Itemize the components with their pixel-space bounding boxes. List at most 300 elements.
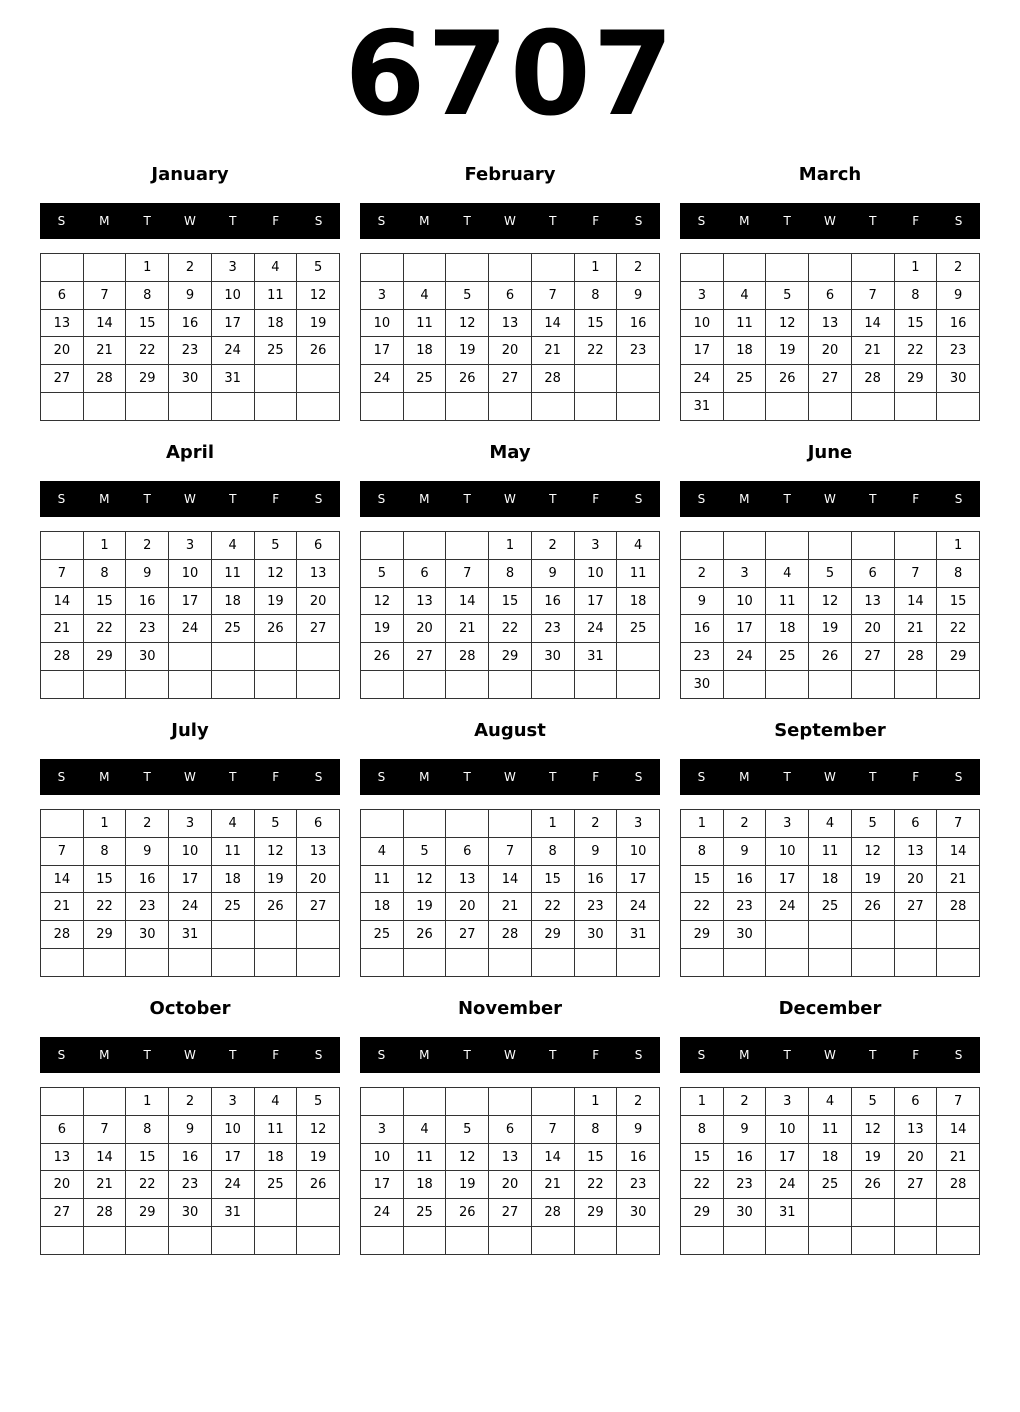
day-cell (361, 1088, 404, 1116)
day-cell: 15 (574, 309, 617, 337)
day-cell: 1 (126, 1088, 169, 1116)
day-cell (403, 393, 446, 421)
day-cell: 30 (531, 643, 574, 671)
day-cell: 30 (681, 671, 724, 699)
day-cell: 1 (83, 532, 126, 560)
day-grid (40, 1087, 340, 1255)
day-cell: 30 (574, 921, 617, 949)
week-row (361, 865, 660, 893)
weekday-label: F (912, 770, 920, 784)
week-row (41, 1227, 340, 1255)
day-cell: 23 (723, 1171, 766, 1199)
day-cell: 28 (851, 365, 894, 393)
day-cell (851, 1199, 894, 1227)
day-cell: 9 (617, 281, 660, 309)
day-cell: 22 (126, 1171, 169, 1199)
day-cell: 16 (126, 865, 169, 893)
day-cell: 10 (681, 309, 724, 337)
month-name: October (149, 998, 231, 1019)
day-cell (617, 393, 660, 421)
day-cell (574, 949, 617, 977)
day-cell: 6 (809, 281, 852, 309)
month-name: December (778, 998, 882, 1019)
day-cell: 13 (851, 587, 894, 615)
week-row (41, 337, 340, 365)
day-cell: 13 (489, 309, 532, 337)
day-cell: 22 (574, 337, 617, 365)
week-row (361, 1143, 660, 1171)
day-cell (254, 949, 297, 977)
week-row (681, 281, 980, 309)
weekday-label: S (314, 770, 323, 784)
day-cell (403, 532, 446, 560)
day-cell: 16 (723, 1143, 766, 1171)
day-cell: 11 (723, 309, 766, 337)
month-name: August (474, 720, 546, 741)
day-cell: 6 (41, 281, 84, 309)
day-cell (489, 810, 532, 838)
weekday-label: M (99, 1048, 110, 1062)
day-cell (766, 949, 809, 977)
month-name: March (798, 164, 862, 185)
day-cell (681, 532, 724, 560)
day-cell: 14 (937, 837, 980, 865)
day-grid (40, 809, 340, 977)
day-cell (361, 949, 404, 977)
day-cell: 18 (766, 615, 809, 643)
day-cell: 12 (446, 309, 489, 337)
day-cell: 10 (766, 1115, 809, 1143)
weekday-label: S (57, 1048, 66, 1062)
day-cell (723, 393, 766, 421)
day-cell: 14 (851, 309, 894, 337)
week-row (41, 949, 340, 977)
day-cell: 23 (723, 893, 766, 921)
day-cell: 5 (297, 1088, 340, 1116)
day-cell: 31 (766, 1199, 809, 1227)
day-cell (211, 1227, 254, 1255)
day-cell: 26 (297, 1171, 340, 1199)
day-cell: 21 (531, 1171, 574, 1199)
day-cell: 27 (403, 643, 446, 671)
weekday-header (360, 203, 660, 239)
weekday-label: F (272, 214, 280, 228)
day-cell: 20 (297, 587, 340, 615)
day-cell: 15 (937, 587, 980, 615)
day-cell: 11 (809, 1115, 852, 1143)
weekday-header (40, 481, 340, 517)
day-cell (361, 393, 404, 421)
weekday-header (360, 759, 660, 795)
day-cell (937, 671, 980, 699)
weekday-label: M (739, 770, 750, 784)
day-cell (126, 393, 169, 421)
day-cell: 27 (489, 365, 532, 393)
day-cell (446, 671, 489, 699)
day-cell: 29 (531, 921, 574, 949)
day-cell: 21 (894, 615, 937, 643)
day-cell: 25 (403, 365, 446, 393)
weekday-label: S (954, 770, 963, 784)
day-cell: 19 (254, 865, 297, 893)
day-cell (766, 921, 809, 949)
day-cell: 17 (723, 615, 766, 643)
day-cell: 7 (531, 1115, 574, 1143)
day-cell (211, 643, 254, 671)
day-cell: 14 (83, 309, 126, 337)
day-cell (894, 393, 937, 421)
week-row (41, 921, 340, 949)
weekday-label: W (184, 770, 196, 784)
weekday-label: T (783, 214, 791, 228)
day-cell: 6 (403, 559, 446, 587)
day-cell: 2 (937, 254, 980, 282)
day-cell: 5 (361, 559, 404, 587)
day-cell (531, 393, 574, 421)
day-cell: 31 (211, 1199, 254, 1227)
day-cell: 1 (531, 810, 574, 838)
day-cell: 8 (83, 837, 126, 865)
day-cell: 10 (169, 559, 212, 587)
day-cell (851, 949, 894, 977)
day-cell: 22 (83, 615, 126, 643)
day-cell: 2 (723, 1088, 766, 1116)
day-cell: 3 (766, 1088, 809, 1116)
day-cell (361, 532, 404, 560)
weekday-label: T (549, 214, 557, 228)
day-cell: 25 (809, 1171, 852, 1199)
day-cell: 2 (531, 532, 574, 560)
week-row (681, 837, 980, 865)
day-cell (723, 671, 766, 699)
day-cell: 15 (681, 1143, 724, 1171)
weekday-header (680, 1037, 980, 1073)
day-cell (126, 949, 169, 977)
week-row (41, 1088, 340, 1116)
weekday-label: T (869, 214, 877, 228)
week-row (41, 365, 340, 393)
day-cell (809, 1199, 852, 1227)
day-cell: 26 (446, 1199, 489, 1227)
day-cell: 16 (169, 1143, 212, 1171)
day-cell (297, 393, 340, 421)
day-cell (809, 671, 852, 699)
weekday-label: S (634, 492, 643, 506)
weekday-label: W (504, 214, 516, 228)
day-cell: 17 (211, 1143, 254, 1171)
day-cell: 19 (297, 309, 340, 337)
day-cell (403, 1088, 446, 1116)
day-cell (169, 643, 212, 671)
week-row (681, 559, 980, 587)
week-row (41, 1143, 340, 1171)
day-cell: 4 (403, 281, 446, 309)
day-cell: 29 (937, 643, 980, 671)
weekday-label: M (739, 1048, 750, 1062)
week-row (681, 810, 980, 838)
day-cell: 27 (489, 1199, 532, 1227)
weekday-label: W (824, 214, 836, 228)
day-cell: 25 (403, 1199, 446, 1227)
day-cell: 16 (681, 615, 724, 643)
day-cell (446, 1227, 489, 1255)
day-cell: 16 (937, 309, 980, 337)
day-cell: 2 (169, 1088, 212, 1116)
day-cell: 11 (361, 865, 404, 893)
day-cell: 12 (766, 309, 809, 337)
day-cell: 17 (681, 337, 724, 365)
day-cell: 18 (361, 893, 404, 921)
day-cell: 29 (681, 921, 724, 949)
day-cell: 11 (254, 281, 297, 309)
day-cell (574, 365, 617, 393)
day-cell: 3 (169, 810, 212, 838)
day-cell (489, 254, 532, 282)
day-cell: 9 (937, 281, 980, 309)
day-grid (360, 253, 660, 421)
day-cell (211, 949, 254, 977)
day-cell: 24 (681, 365, 724, 393)
day-cell: 12 (361, 587, 404, 615)
day-cell: 3 (211, 1088, 254, 1116)
day-cell: 19 (403, 893, 446, 921)
day-cell: 10 (574, 559, 617, 587)
weekday-label: W (504, 1048, 516, 1062)
day-cell: 6 (41, 1115, 84, 1143)
day-cell (531, 1227, 574, 1255)
day-cell: 23 (169, 337, 212, 365)
weekday-label: M (419, 492, 430, 506)
day-grid (680, 809, 980, 977)
day-cell: 27 (809, 365, 852, 393)
day-cell: 28 (489, 921, 532, 949)
day-cell: 15 (489, 587, 532, 615)
day-cell: 29 (681, 1199, 724, 1227)
week-row (681, 865, 980, 893)
month-name: February (464, 164, 556, 185)
day-cell (937, 393, 980, 421)
day-cell (254, 365, 297, 393)
week-row (681, 643, 980, 671)
day-cell: 26 (254, 615, 297, 643)
weekday-label: T (143, 1048, 151, 1062)
day-cell: 28 (531, 1199, 574, 1227)
weekday-label: S (314, 492, 323, 506)
day-cell: 20 (851, 615, 894, 643)
day-cell: 29 (574, 1199, 617, 1227)
week-row (681, 393, 980, 421)
day-cell: 20 (894, 865, 937, 893)
day-cell (851, 671, 894, 699)
week-row (681, 615, 980, 643)
week-row (681, 587, 980, 615)
day-cell: 15 (574, 1143, 617, 1171)
day-cell: 3 (617, 810, 660, 838)
day-cell (403, 671, 446, 699)
week-row (361, 615, 660, 643)
weekday-label: T (783, 492, 791, 506)
weekday-header (680, 759, 980, 795)
day-cell: 11 (211, 559, 254, 587)
day-cell: 14 (489, 865, 532, 893)
day-cell: 21 (83, 1171, 126, 1199)
day-cell (574, 393, 617, 421)
day-cell (41, 810, 84, 838)
day-cell: 1 (126, 254, 169, 282)
day-cell: 3 (211, 254, 254, 282)
weekday-label: S (954, 492, 963, 506)
day-cell (681, 949, 724, 977)
day-cell: 22 (489, 615, 532, 643)
weekday-label: S (377, 1048, 386, 1062)
week-row (681, 254, 980, 282)
week-row (41, 1171, 340, 1199)
day-cell: 5 (851, 810, 894, 838)
day-cell: 12 (254, 837, 297, 865)
day-cell: 4 (403, 1115, 446, 1143)
day-cell: 12 (403, 865, 446, 893)
day-cell (489, 1088, 532, 1116)
day-cell: 4 (254, 1088, 297, 1116)
day-cell: 5 (254, 810, 297, 838)
day-cell: 11 (211, 837, 254, 865)
day-cell (169, 393, 212, 421)
week-row (681, 1199, 980, 1227)
day-cell: 6 (297, 810, 340, 838)
day-cell: 12 (851, 837, 894, 865)
day-cell: 7 (83, 281, 126, 309)
year-title: 6707 (344, 7, 676, 142)
day-cell: 3 (574, 532, 617, 560)
day-cell (254, 393, 297, 421)
day-cell (297, 671, 340, 699)
weekday-label: T (463, 492, 471, 506)
day-cell (617, 1227, 660, 1255)
day-cell (531, 671, 574, 699)
day-cell (617, 643, 660, 671)
day-cell: 8 (83, 559, 126, 587)
day-cell: 4 (723, 281, 766, 309)
day-cell (83, 671, 126, 699)
weekday-label: M (419, 770, 430, 784)
day-cell: 30 (126, 921, 169, 949)
day-cell: 13 (489, 1143, 532, 1171)
weekday-label: T (229, 770, 237, 784)
day-cell: 6 (489, 1115, 532, 1143)
weekday-label: T (549, 1048, 557, 1062)
day-cell: 21 (41, 615, 84, 643)
month-name: January (151, 164, 229, 185)
week-row (681, 671, 980, 699)
day-cell: 2 (617, 1088, 660, 1116)
day-cell: 30 (937, 365, 980, 393)
day-cell: 5 (809, 559, 852, 587)
day-cell: 6 (446, 837, 489, 865)
day-cell (83, 393, 126, 421)
day-cell: 13 (297, 559, 340, 587)
day-cell: 8 (681, 1115, 724, 1143)
day-cell: 27 (297, 615, 340, 643)
day-cell: 10 (211, 281, 254, 309)
day-cell: 9 (126, 559, 169, 587)
day-cell: 29 (489, 643, 532, 671)
day-cell: 20 (41, 1171, 84, 1199)
day-cell: 14 (41, 587, 84, 615)
day-cell: 19 (361, 615, 404, 643)
day-cell: 10 (361, 309, 404, 337)
weekday-label: T (229, 214, 237, 228)
day-cell: 4 (361, 837, 404, 865)
month-name: November (457, 998, 563, 1019)
day-cell: 4 (617, 532, 660, 560)
day-cell: 30 (169, 1199, 212, 1227)
day-cell (723, 254, 766, 282)
day-cell (681, 254, 724, 282)
day-cell: 4 (254, 254, 297, 282)
day-cell: 22 (126, 337, 169, 365)
day-cell: 11 (766, 587, 809, 615)
day-cell: 26 (851, 1171, 894, 1199)
day-cell: 6 (894, 1088, 937, 1116)
day-cell (41, 1088, 84, 1116)
day-cell: 26 (254, 893, 297, 921)
day-cell (851, 393, 894, 421)
day-cell: 17 (766, 1143, 809, 1171)
day-cell: 23 (937, 337, 980, 365)
day-cell: 23 (169, 1171, 212, 1199)
day-cell: 30 (126, 643, 169, 671)
day-cell: 4 (211, 532, 254, 560)
day-cell: 14 (83, 1143, 126, 1171)
day-cell: 24 (766, 893, 809, 921)
day-cell: 17 (766, 865, 809, 893)
day-cell (937, 1227, 980, 1255)
weekday-label: F (912, 214, 920, 228)
day-cell (681, 1227, 724, 1255)
week-row (681, 949, 980, 977)
day-cell: 28 (41, 921, 84, 949)
weekday-label: T (869, 1048, 877, 1062)
day-cell: 8 (574, 1115, 617, 1143)
day-cell (723, 1227, 766, 1255)
week-row (361, 893, 660, 921)
day-cell (41, 671, 84, 699)
day-cell (446, 810, 489, 838)
day-cell: 7 (851, 281, 894, 309)
day-cell (211, 921, 254, 949)
week-row (361, 393, 660, 421)
day-cell: 9 (531, 559, 574, 587)
week-row (361, 671, 660, 699)
day-cell (766, 1227, 809, 1255)
day-cell: 15 (894, 309, 937, 337)
day-cell: 9 (126, 837, 169, 865)
weekday-label: T (463, 770, 471, 784)
day-cell (446, 1088, 489, 1116)
day-cell: 19 (851, 1143, 894, 1171)
day-cell (126, 1227, 169, 1255)
day-cell: 3 (766, 810, 809, 838)
day-cell: 27 (41, 365, 84, 393)
day-cell: 13 (403, 587, 446, 615)
day-cell: 2 (617, 254, 660, 282)
weekday-header (40, 203, 340, 239)
day-cell (297, 949, 340, 977)
day-cell (489, 949, 532, 977)
day-cell: 5 (446, 1115, 489, 1143)
day-cell: 19 (446, 1171, 489, 1199)
day-cell (254, 921, 297, 949)
